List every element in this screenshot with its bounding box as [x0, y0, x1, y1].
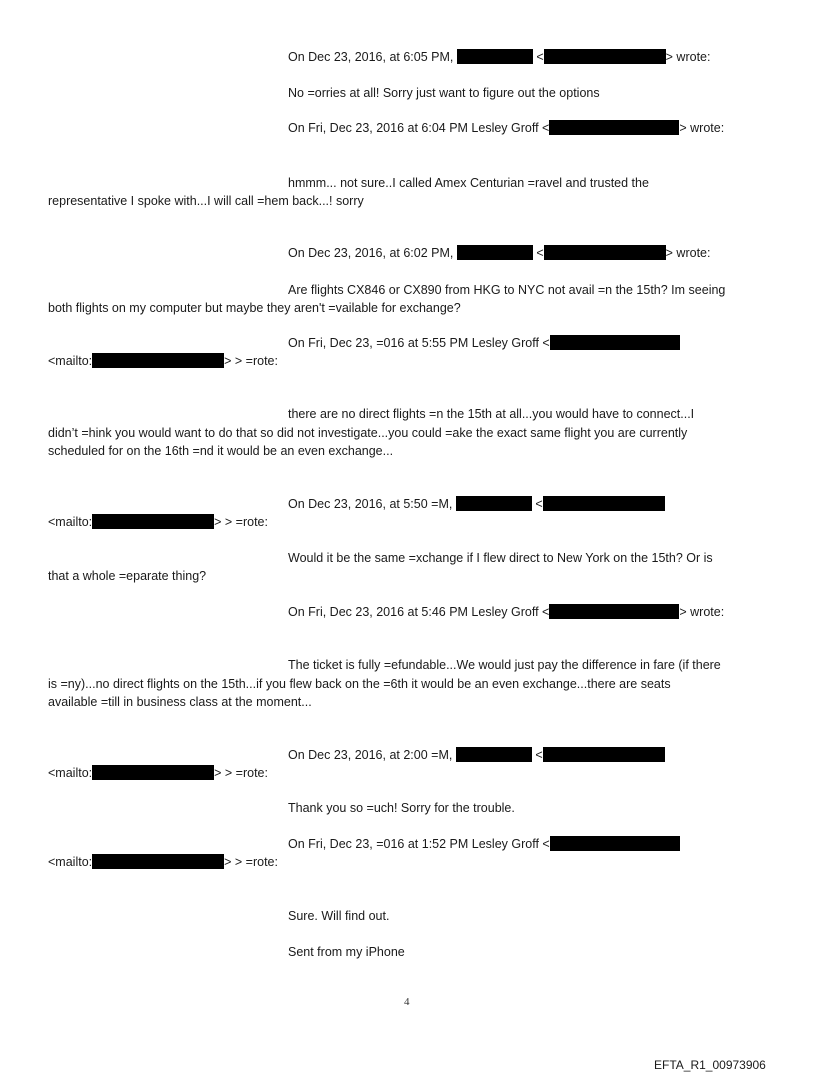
- mailto-text: <mailto:: [48, 766, 93, 780]
- header-text: On Fri, Dec 23, 2016 at 6:04 PM Lesley Groff <: [288, 121, 550, 135]
- header-text: > wrote:: [679, 121, 725, 135]
- email-body-line: didn’t =hink you would want to do that so did not investigate...you could =ake the exact same flight you are currently: [48, 426, 688, 440]
- redaction-bar: [549, 604, 679, 619]
- header-text: > wrote:: [665, 50, 711, 64]
- redaction-bar: [550, 335, 680, 350]
- redaction-bar: [456, 747, 532, 762]
- email-body-line: is =ny)...no direct flights on the 15th...if you flew back on the =6th it would be an even exchange...there are seats: [48, 677, 671, 691]
- mailto-line: [48, 353, 278, 369]
- redaction-bar: [457, 49, 533, 64]
- email-header: [288, 245, 710, 261]
- redaction-bar: [92, 854, 224, 869]
- redaction-bar: [550, 836, 680, 851]
- mailto-line: [48, 854, 278, 870]
- email-body-line: The ticket is fully =efundable...We would just pay the difference in fare (if there: [288, 658, 721, 672]
- mailto-text: <mailto:: [48, 855, 93, 869]
- email-body-line: Thank you so =uch! Sorry for the trouble.: [288, 801, 515, 815]
- mailto-text: <mailto:: [48, 515, 93, 529]
- redaction-bar: [544, 49, 666, 64]
- redaction-bar: [92, 353, 224, 368]
- email-body-line: Are flights CX846 or CX890 from HKG to NYC not avail =n the 15th? Im seeing: [288, 283, 726, 297]
- mailto-text: > > =rote:: [224, 855, 278, 869]
- header-text: <: [536, 246, 544, 260]
- redaction-bar: [543, 747, 665, 762]
- mailto-line: [48, 514, 268, 530]
- email-header: [288, 747, 665, 763]
- header-text: > wrote:: [665, 246, 711, 260]
- email-body-line: hmmm... not sure..I called Amex Centurian =ravel and trusted the: [288, 176, 649, 190]
- email-body-line: Would it be the same =xchange if I flew direct to New York on the 15th? Or is: [288, 551, 713, 565]
- mailto-line: [48, 765, 268, 781]
- redaction-bar: [92, 514, 214, 529]
- header-text: <: [535, 748, 543, 762]
- redaction-bar: [544, 245, 666, 260]
- header-text: On Dec 23, 2016, at 6:02 PM,: [288, 246, 454, 260]
- email-body-line: there are no direct flights =n the 15th at all...you would have to connect...I: [288, 407, 695, 421]
- header-text: On Dec 23, 2016, at 5:50 =M,: [288, 497, 453, 511]
- bates-number: EFTA_R1_00973906: [654, 1058, 766, 1072]
- mailto-text: > > =rote:: [214, 766, 268, 780]
- redaction-bar: [543, 496, 665, 511]
- redaction-bar: [456, 496, 532, 511]
- email-body-line: available =till in business class at the moment...: [48, 695, 312, 709]
- email-header: [288, 335, 680, 351]
- header-text: On Dec 23, 2016, at 6:05 PM,: [288, 50, 454, 64]
- email-header: [288, 49, 710, 65]
- email-header: [288, 836, 680, 852]
- email-header: [288, 120, 724, 136]
- email-body-line: that a whole =eparate thing?: [48, 569, 207, 583]
- email-body-line: Sure. Will find out.: [288, 909, 390, 923]
- mailto-text: <mailto:: [48, 354, 93, 368]
- header-text: > wrote:: [679, 605, 725, 619]
- email-body-line: representative I spoke with...I will call =hem back...! sorry: [48, 194, 364, 208]
- email-body-line: scheduled for on the 16th =nd it would be an even exchange...: [48, 444, 394, 458]
- email-header: [288, 496, 665, 512]
- email-body-line: No =orries at all! Sorry just want to figure out the options: [288, 86, 600, 100]
- email-body-line: both flights on my computer but maybe they aren't =vailable for exchange?: [48, 301, 461, 315]
- redaction-bar: [549, 120, 679, 135]
- header-text: On Fri, Dec 23, =016 at 1:52 PM Lesley Groff <: [288, 837, 550, 851]
- email-signature: Sent from my iPhone: [288, 945, 405, 959]
- header-text: <: [536, 50, 544, 64]
- email-header: [288, 604, 724, 620]
- header-text: On Fri, Dec 23, =016 at 5:55 PM Lesley Groff <: [288, 336, 550, 350]
- header-text: <: [535, 497, 543, 511]
- redaction-bar: [92, 765, 214, 780]
- header-text: On Fri, Dec 23, 2016 at 5:46 PM Lesley Groff <: [288, 605, 550, 619]
- redaction-bar: [457, 245, 533, 260]
- mailto-text: > > =rote:: [214, 515, 268, 529]
- mailto-text: > > =rote:: [224, 354, 278, 368]
- header-text: On Dec 23, 2016, at 2:00 =M,: [288, 748, 453, 762]
- page-number: 4: [404, 996, 410, 1008]
